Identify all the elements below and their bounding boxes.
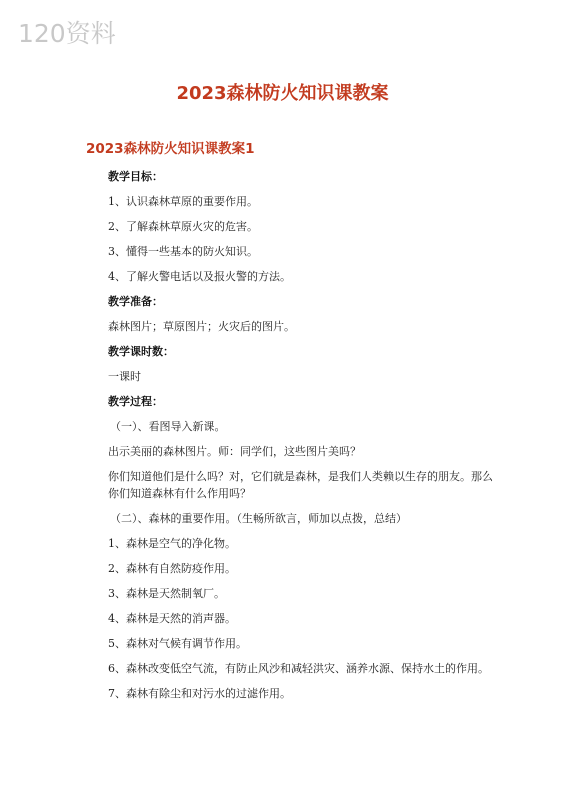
document-body: [108, 168, 498, 710]
paragraph-heading: 教学准备：: [108, 295, 163, 308]
paragraph: 你们知道他们是什么吗？对，它们就是森林，是我们人类赖以生存的朋友。那么你们知道森林有什么作用吗？: [108, 470, 493, 500]
paragraph: 4、了解火警电话以及报火警的方法。: [108, 270, 291, 283]
paragraph: 2、森林有自然防疫作用。: [108, 562, 236, 575]
paragraph-heading: 教学课时数：: [108, 345, 174, 358]
paragraph: 3、森林是天然制氧厂。: [108, 587, 225, 600]
paragraph: 1、森林是空气的净化物。: [108, 537, 236, 550]
paragraph: 5、森林对气候有调节作用。: [108, 637, 247, 650]
paragraph: 6、森林改变低空气流，有防止风沙和减轻洪灾、涵养水源、保持水土的作用。: [108, 662, 489, 675]
watermark: 120资料: [18, 19, 116, 48]
paragraph: 3、懂得一些基本的防火知识。: [108, 245, 258, 258]
paragraph: （二）、森林的重要作用。（生畅所欲言，师加以点拨，总结）: [110, 512, 407, 525]
paragraph: 4、森林是天然的消声器。: [108, 612, 236, 625]
paragraph: 出示美丽的森林图片。师：同学们，这些图片美吗？: [108, 445, 361, 458]
paragraph-heading: 教学过程：: [108, 395, 163, 408]
paragraph: 2、了解森林草原火灾的危害。: [108, 220, 258, 233]
paragraph: （一）、看图导入新课。: [110, 420, 226, 433]
paragraph: 一课时: [108, 370, 141, 383]
paragraph: 1、认识森林草原的重要作用。: [108, 195, 258, 208]
paragraph-heading: 教学目标：: [108, 170, 163, 183]
section-title: 2023森林防火知识课教案1: [86, 141, 255, 157]
paragraph: 7、森林有除尘和对污水的过滤作用。: [108, 687, 291, 700]
page-title: 2023森林防火知识课教案: [176, 83, 389, 104]
paragraph: 森林图片；草原图片；火灾后的图片。: [108, 320, 295, 333]
